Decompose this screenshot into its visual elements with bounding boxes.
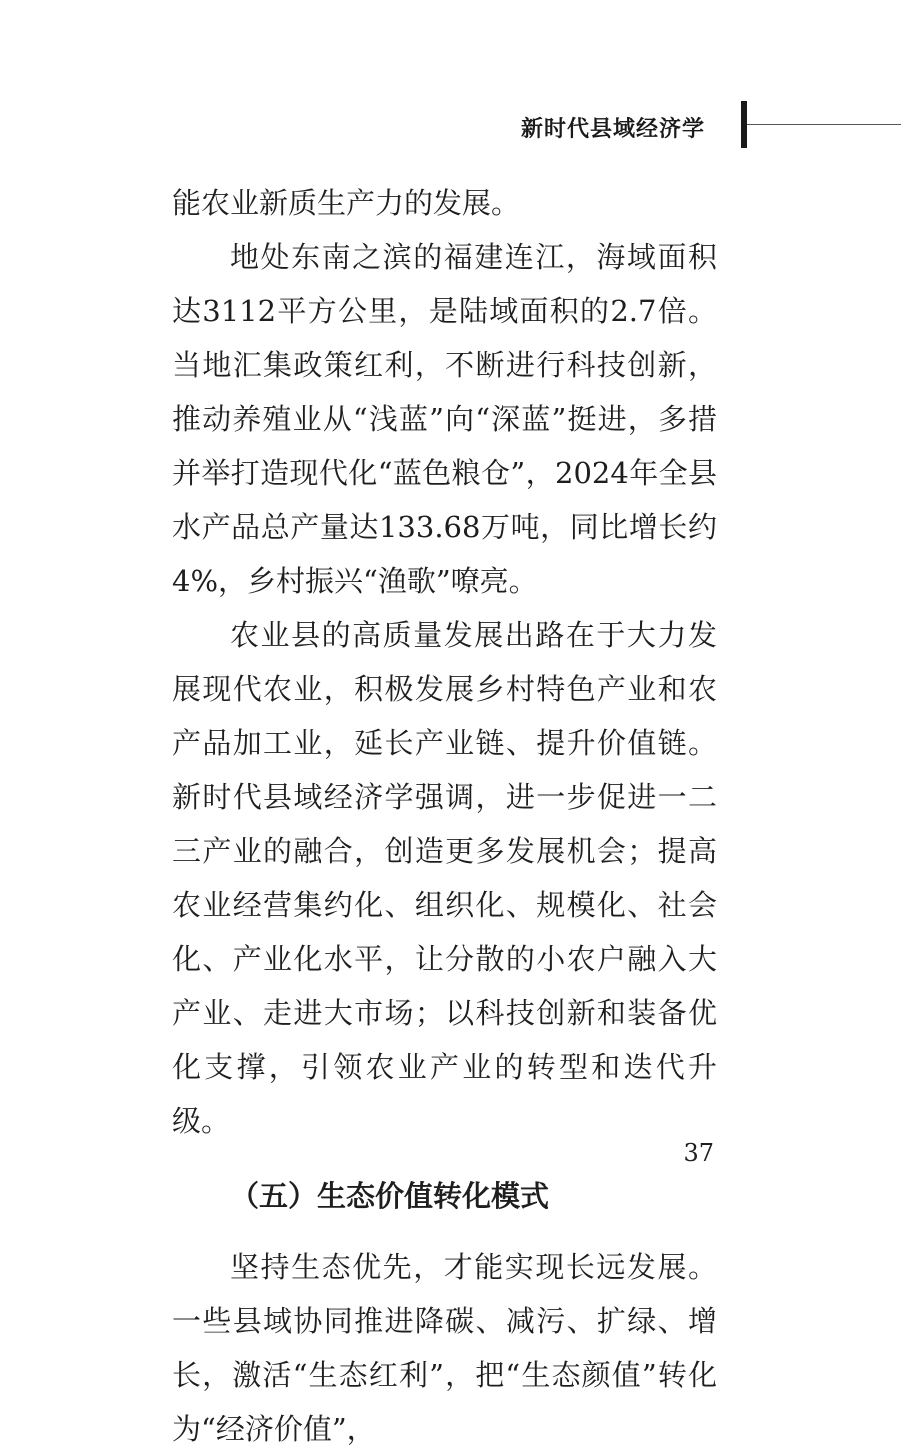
running-head-title: 新时代县域经济学 (520, 117, 705, 142)
header-rule (747, 124, 901, 125)
body-text (172, 176, 717, 1456)
section-title: （五）生态价值转化模式 (230, 1179, 550, 1213)
paragraph-agriculture: 农业县的高质量发展出路在于大力发展现代农业，积极发展乡村特色产业和农产品加工业，延长产业链、提升价值链。新时代县域经济学强调，进一步促进一二三产业的融合，创造更多发展机会；提高农业经营集约化、组织化、规模化、社会化、产业化水平，让分散的小农户融入大产业、走进大市场；以科技创新和装备优化支撑，引领农业产业的转型和迭代升级。 (172, 618, 717, 1138)
page-number: 37 (683, 1139, 714, 1167)
paragraph-ecology: 坚持生态优先，才能实现长远发展。一些县域协同推进降碳、减污、扩绿、增长，激活“生态红利”，把“生态颜值”转化为“经济价值”， (172, 1250, 717, 1446)
paragraph-continued: 能农业新质生产力的发展。 (172, 186, 521, 220)
paragraph-lianjiang: 地处东南之滨的福建连江，海域面积达3112平方公里，是陆域面积的2.7倍。当地汇集政策红利，不断进行科技创新，推动养殖业从“浅蓝”向“深蓝”挺进，多措并举打造现代化“蓝色粮仓”，2024年全县水产品总产量达133.68万吨，同比增长约4%，乡村振兴“渔歌”嘹亮。 (172, 240, 717, 598)
